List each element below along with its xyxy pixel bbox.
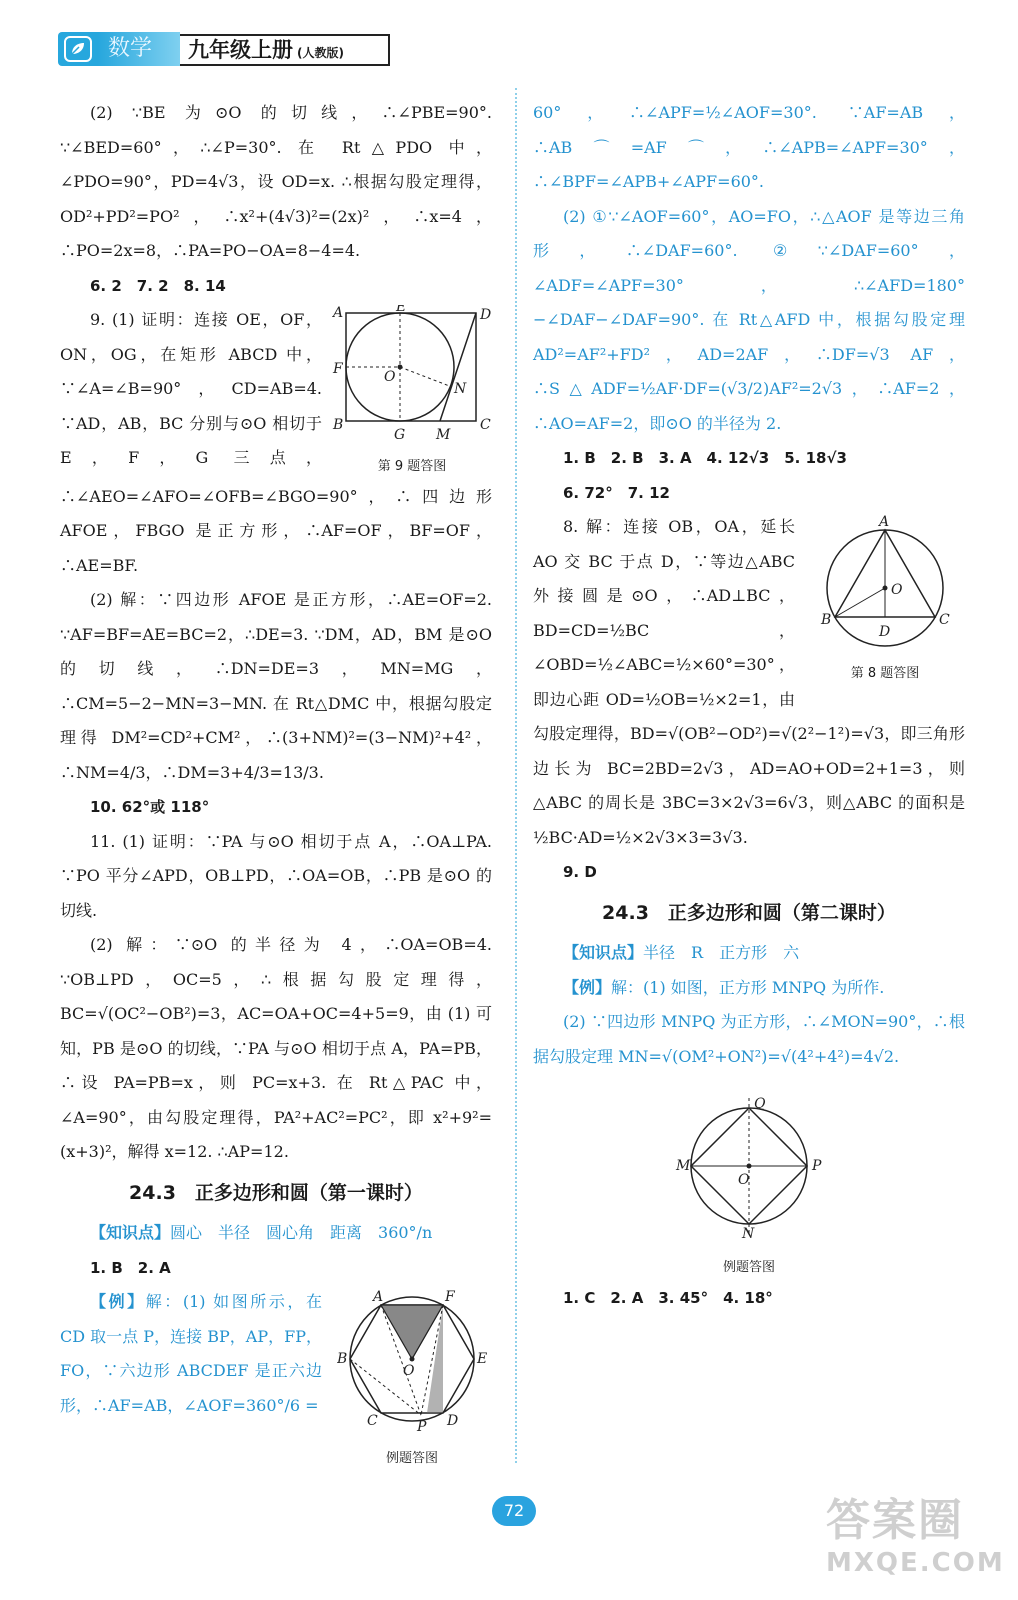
hexagon-circle-diagram [337,1287,487,1437]
left-column [60,96,492,1472]
square-circle-diagram [664,1086,834,1246]
answer-10: 10. 62°或 118° [90,798,210,816]
example-text: 解：(1) 如图，正方形 MNPQ 为所作. [611,977,885,997]
watermark-url: MXQE.COM [826,1548,1005,1578]
svg-text:O: O [403,1363,415,1379]
figure-caption: 第 9 题答图 [377,458,447,474]
answer-paragraph: (2) ∵BE 为⊙O 的切线，∴∠PBE=90°. ∵∠BED=60°，∴∠P=30°. 在 Rt△PDO 中，∠PDO=90°，PD=4√3，设 OD=x. ∴根据勾股定理得，OD²+PD²=PO²，∴x²+(4√3)²=(2x)²，∴x=4，∴PO=2x=8，∴PA=PO−OA=8−4=4. [60,103,492,260]
svg-text:E: E [477,1351,487,1367]
svg-text:C: C [367,1413,378,1429]
svg-text:P: P [812,1158,822,1174]
example-label: 【例】 [563,977,612,997]
rectangle-circle-diagram [332,305,492,445]
svg-text:F: F [445,1289,455,1305]
answer-q8: 8. 解：连接 OB，OA，延长 AO 交 BC 于点 D，∵等边△ABC 外接圆是⊙O，∴AD⊥BC，BD=CD=½BC，∠OBD=½∠ABC=½×60°=30°，即边心距 OD=½OB=½×2=1，由勾股定理得，BD=√(OB²−OD²)=√(2²−1²)=√3，即三角形边长为 BC=2BD=2√3，AD=AO+OD=2+1=3，则△ABC 的周长是 3BC=3×2√3=6√3，则△ABC 的面积是½BC·AD=½×2√3×3=3√3. [533,517,965,847]
section-title: 24.3 正多边形和圆（第二课时） [602,901,896,924]
svg-text:M: M [436,427,451,443]
answers-1-5: 1. B 2. B 3. A 4. 12√3 5. 18√3 [563,449,847,467]
figure-example-hexagon [332,1287,492,1468]
svg-text:O: O [891,582,903,598]
example-text: 解：(1) 如图所示，在 CD 取一点 P，连接 BP，AP，FP，FO，∵六边形 ABCDEF 是正六边形，∴AF=AB，∠AOF=360°/6 = [60,1292,322,1415]
figure-q8 [805,512,965,683]
svg-text:B: B [821,612,832,628]
figure-example-square [533,1086,965,1277]
svg-text:M: M [676,1158,691,1174]
knowledge-text: 半径 R 正方形 六 [643,943,800,962]
svg-text:Q: Q [754,1096,766,1112]
page-header [58,28,390,72]
example-continuation: 60°，∴∠APF=½∠AOF=30°. ∵AF=AB，∴AB⌒=AF⌒，∴∠APB=∠APF=30°，∴∠BPF=∠APB+∠APF=60°. [533,103,965,191]
answer-q9-part2: (2) 解：∵四边形 AFOE 是正方形，∴AE=OF=2. ∵AF=BF=AE=BC=2，∴DE=3. ∵DM，AD，BM 是⊙O 的切线，∴DN=DE=3，MN=MG，∴CM=5−2−MN=3−MN. 在 Rt△DMC 中，根据勾股定理得 DM²=CD²+CM²，∴(3+NM)²=(3−NM)²+4²，∴NM=4/3，∴DM=3+4/3=13/3. [60,590,492,782]
knowledge-label: 【知识点】 [563,943,644,962]
svg-text:D: D [447,1413,459,1429]
answer-9: 9. D [563,863,597,881]
grade-label [180,34,390,66]
example-label: 【例】 [90,1292,146,1311]
svg-text:A: A [333,305,344,321]
answer-q11-part2: (2) 解：∵⊙O 的半径为 4，∴OA=OB=4. ∵OB⊥PD，OC=5，∴根据勾股定理得，BC=√(OC²−OB²)=3，AC=OA+OC=4+5=9，由 (1) 可知，PB 是⊙O 的切线，∵PA 与⊙O 相切于点 A，PA=PB，∴设 PA=PB=x，则 PC=x+3. 在 Rt△PAC 中，∠A=90°，由勾股定理得，PA²+AC²=PC²，即 x²+9²=(x+3)²，解得 x=12. ∴AP=12. [60,935,492,1161]
answers-1-2: 1. B 2. A [90,1258,171,1277]
section-title: 24.3 正多边形和圆（第一课时） [129,1181,423,1204]
answer-q9-part1: 9. (1) 证明：连接 OE，OF，ON，OG，在矩形 ABCD 中，∵∠A=∠B=90°，CD=AB=4. ∵AD，AB，BC 分别与⊙O 相切于 E，F，G 三点，∴∠AEO=∠AFO=∠OFB=∠BGO=90°，∴四边形 AFOE，FBGO 是正方形，∴AF=OF，BF=OF，∴AE=BF. [60,310,492,575]
watermark [826,1494,1004,1594]
knowledge-text: 圆心 半径 圆心角 距离 360°/n [170,1223,433,1242]
svg-text:A: A [879,514,890,530]
svg-text:C: C [480,417,491,433]
svg-text:B: B [337,1351,348,1367]
leaf-icon [64,36,92,62]
grade-text: 九年级上册 [188,38,293,62]
answer-q11-part1: 11. (1) 证明：∵PA 与⊙O 相切于点 A，∴OA⊥PA. ∵PO 平分∠APD，OB⊥PD，∴OA=OB，∴PB 是⊙O 的切线. [60,831,492,920]
svg-text:P: P [417,1419,427,1435]
svg-text:D: D [480,307,492,323]
example-paragraph [533,971,965,1006]
answers-6-8: 6. 2 7. 2 8. 14 [90,276,226,295]
figure-q9 [332,305,492,476]
knowledge-point [533,936,965,971]
example-part2: (2) ∵四边形 MNPQ 为正方形，∴∠MON=90°，∴根据勾股定理 MN=√(OM²+ON²)=√(4²+4²)=4√2. [533,1012,965,1066]
svg-text:N: N [742,1226,755,1242]
svg-text:C: C [939,612,950,628]
knowledge-point [60,1216,492,1251]
figure-caption: 第 8 题答图 [850,665,920,681]
triangle-circle-diagram [815,512,955,652]
svg-text:G: G [394,427,406,443]
svg-text:A: A [373,1289,384,1305]
svg-text:E: E [396,305,407,315]
answers-6-7: 6. 72° 7. 12 [563,483,670,502]
column-divider [515,88,517,1463]
subject-label: 数学 [98,32,180,66]
svg-text:D: D [879,624,891,640]
svg-text:N: N [454,381,467,397]
edition-text: (人教版) [297,46,344,60]
svg-text:B: B [333,417,344,433]
watermark-logo-text: 答案圈 [826,1495,964,1546]
right-column [533,96,965,1315]
svg-text:F: F [333,361,343,377]
figure-caption: 例题答图 [385,1450,438,1466]
svg-text:O: O [384,369,396,385]
example-part2: (2) ①∵∠AOF=60°，AO=FO，∴△AOF 是等边三角形，∴∠DAF=60°. ②∵∠DAF=60°，∠ADF=∠APF=30°，∴∠AFD=180°−∠DAF−∠DAF=90°. 在 Rt△AFD 中，根据勾股定理 AD²=AF²+FD²，AD=2AF，∴DF=√3 AF，∴S△ADF=½AF·DF=(√3/2)AF²=2√3，∴AF=2，∴AO=AF=2，即⊙O 的半径为 2. [533,206,965,433]
page-number: 72 [492,1496,536,1526]
figure-caption: 例题答图 [722,1259,775,1275]
logo-badge [58,32,98,66]
svg-text:O: O [738,1172,750,1188]
answers-1-4: 1. C 2. A 3. 45° 4. 18° [563,1288,773,1307]
knowledge-label: 【知识点】 [90,1223,171,1242]
